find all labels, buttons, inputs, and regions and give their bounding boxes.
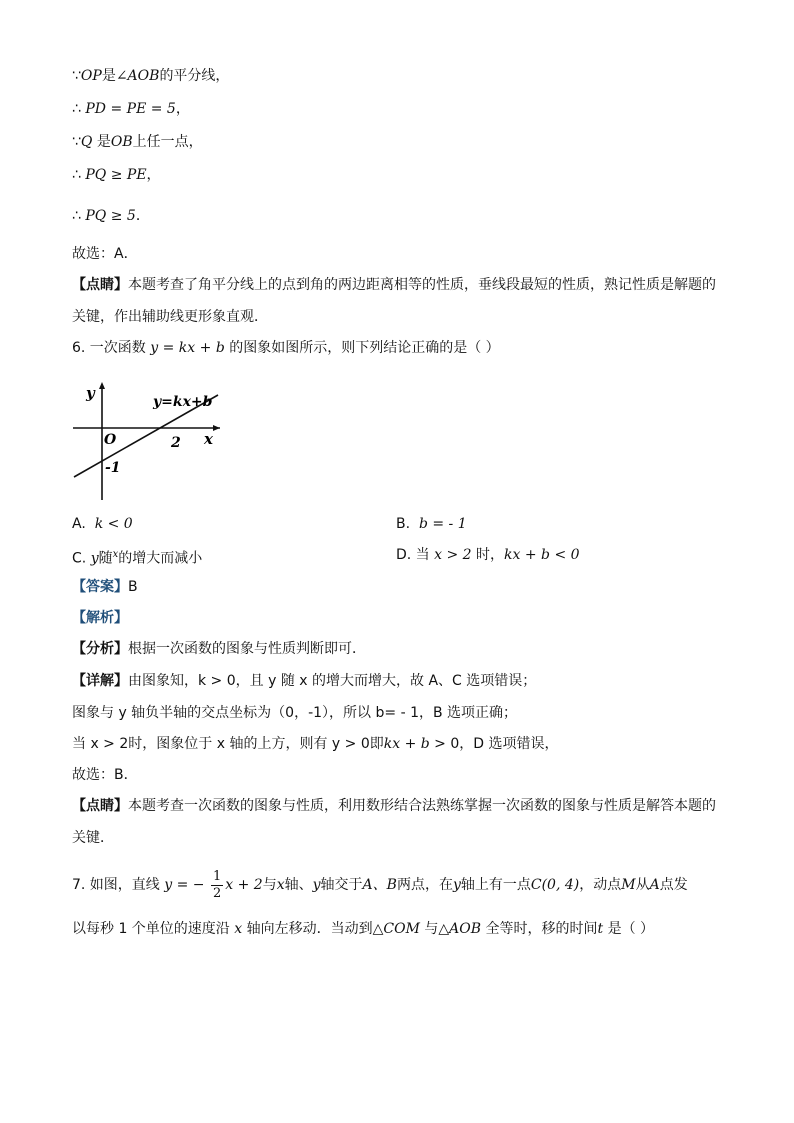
q5-choice: 故选：A． [72, 246, 138, 262]
y-axis-label: y [86, 384, 95, 402]
q6-stem: 6. 一次函数 y = kx + b 的图象如图所示，则下列结论正确的是（ ） [72, 340, 500, 356]
q6-option-b[interactable]: B. b = - 1 [396, 516, 467, 532]
q6-dianjing-cont: 关键． [72, 830, 114, 846]
y-intercept-label: -1 [105, 460, 121, 476]
q6-jiexi-tag: 【解析】 [72, 610, 128, 626]
q5-line-2: ∴ PD = PE = 5， [72, 101, 190, 117]
q6-option-a[interactable]: A. k < 0 [72, 516, 133, 532]
q6-graph [70, 380, 230, 505]
q5-line-3: ∵Q 是OB上任一点， [72, 134, 203, 150]
q6-dianjing: 【点睛】本题考查一次函数的图象与性质，利用数形结合法熟练掌握一次函数的图象与性质是解答本题的 [72, 798, 716, 814]
q5-line-4: ∴ PQ ≥ PE， [72, 167, 161, 183]
dianjing-tag: 【点睛】 [72, 277, 128, 293]
origin-label: O [104, 432, 117, 448]
q5-line-1: ∵OP是∠AOB的平分线， [72, 68, 230, 84]
x-intercept-label: 2 [171, 435, 181, 451]
x-axis-label: x [204, 430, 213, 448]
x-axis-arrow [213, 425, 220, 431]
q7-stem-line-1: 7. 如图，直线 y = − $\frac{1}{2}$ x + 2与x轴、y轴交于A、B两点，在y轴上有一点C(0, 4)，动点M从A点发 [72, 868, 688, 901]
line-label: y=kx+b [153, 394, 213, 410]
q5-line-5: ∴ PQ ≥ 5． [72, 208, 150, 224]
q6-xiangjie-3: 当 x > 2时，图象位于 x 轴的上方，则有 y > 0即kx + b > 0，D 选项错误， [72, 736, 559, 752]
q6-fenxi: 【分析】根据一次函数的图象与性质判断即可． [72, 641, 366, 657]
y-axis-arrow [99, 382, 105, 389]
q6-xiangjie-1: 【详解】由图象知，k > 0，且 y 随 x 的增大而增大，故 A、C 选项错误； [72, 673, 537, 689]
q6-answer: 【答案】B [72, 579, 138, 595]
q7-stem-line-2: 以每秒 1 个单位的速度沿 x 轴向左移动．当动到△COM 与△AOB 全等时，移的时间t 是（ ） [72, 921, 655, 937]
q6-xiangjie-2: 图象与 y 轴负半轴的交点坐标为（0，-1），所以 b= - 1，B 选项正确； [72, 705, 518, 721]
q6-choice: 故选：B． [72, 767, 138, 783]
q5-dianjing-cont: 关键，作出辅助线更形象直观． [72, 309, 268, 325]
fraction-one-half: $\frac{1}{2}$ [213, 868, 222, 901]
q5-dianjing: 【点睛】本题考查了角平分线上的点到角的两边距离相等的性质，垂线段最短的性质，熟记性质是解题的 [72, 277, 716, 293]
q6-option-c[interactable]: C. y随$^x$的增大而减小 [72, 549, 203, 567]
q6-option-d[interactable]: D. 当 x > 2 时，kx + b < 0 [396, 547, 580, 563]
